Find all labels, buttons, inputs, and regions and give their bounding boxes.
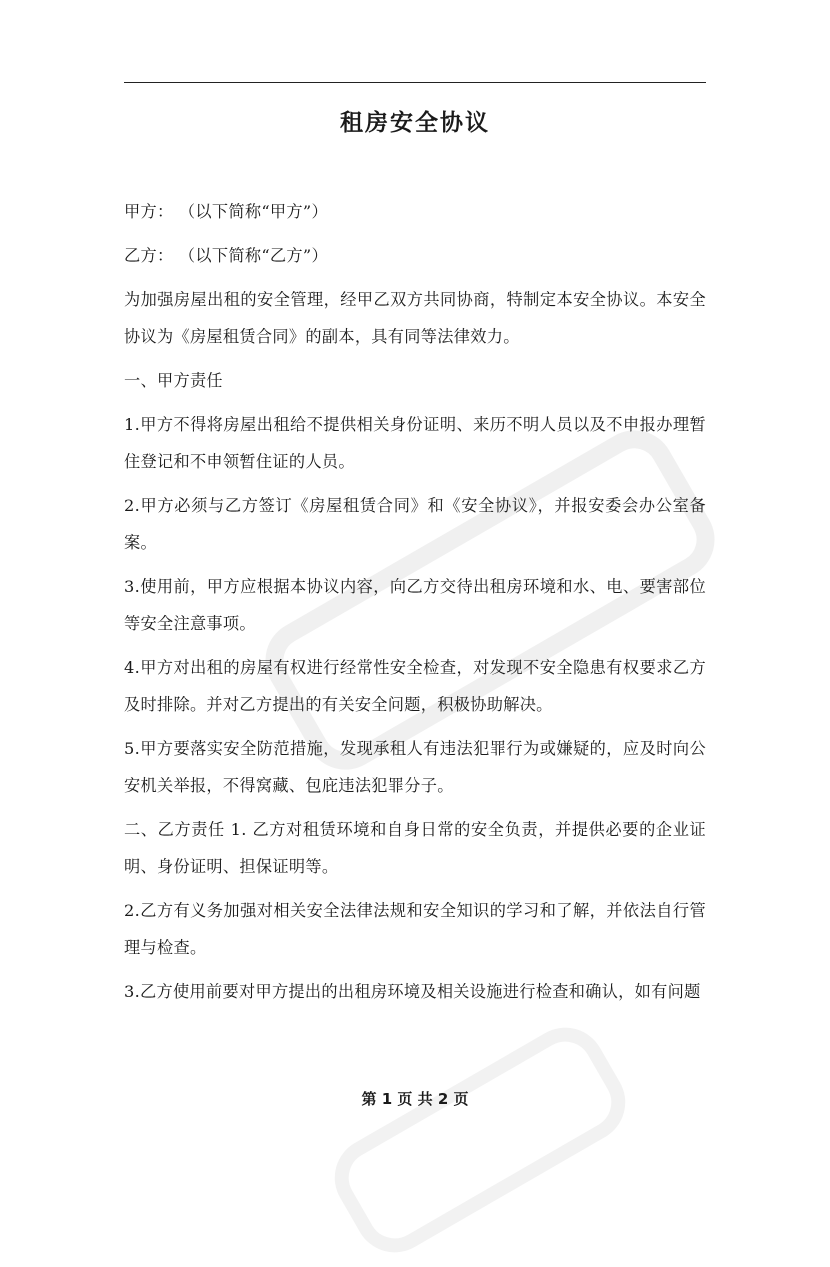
document-title: 租房安全协议: [340, 109, 490, 136]
document-body: [124, 193, 706, 1017]
party-a-clause-4: 4.甲方对出租的房屋有权进行经常性安全检查，对发现不安全隐患有权要求乙方及时排除。并对乙方提出的有关安全问题，积极协助解决。: [124, 658, 706, 714]
watermark-bottom: [320, 1013, 640, 1267]
party-b-line: 乙方： （以下简称“乙方”）: [124, 246, 328, 265]
party-b-clause-2: 2.乙方有义务加强对相关安全法律法规和安全知识的学习和了解，并依法自行管理与检查。: [124, 901, 706, 957]
party-a-line: 甲方： （以下简称“甲方”）: [124, 202, 328, 221]
preamble-paragraph: 为加强房屋出租的安全管理，经甲乙双方共同协商，特制定本安全协议。本安全协议为《房屋租赁合同》的副本，具有同等法律效力。: [124, 290, 706, 346]
section-heading-party-a: 一、甲方责任: [124, 371, 223, 390]
party-b-clause-1: 二、乙方责任 1. 乙方对租赁环境和自身日常的安全负责，并提供必要的企业证明、身份证明、担保证明等。: [124, 820, 706, 876]
page-number: 第 1 页 共 2 页: [361, 1090, 469, 1108]
party-a-clause-1: 1.甲方不得将房屋出租给不提供相关身份证明、来历不明人员以及不申报办理暂住登记和不申领暂住证的人员。: [124, 415, 706, 471]
party-a-clause-2: 2.甲方必须与乙方签订《房屋租赁合同》和《安全协议》，并报安委会办公室备案。: [124, 496, 706, 552]
party-b-clause-3: 3.乙方使用前要对甲方提出的出租房环境及相关设施进行检查和确认，如有问题: [124, 982, 701, 1001]
party-a-clause-3: 3.使用前，甲方应根据本协议内容，向乙方交待出租房环境和水、电、要害部位等安全注意事项。: [124, 577, 706, 633]
header-rule: [124, 82, 706, 83]
party-a-clause-5: 5.甲方要落实安全防范措施，发现承租人有违法犯罪行为或嫌疑的，应及时向公安机关举报，不得窝藏、包庇违法犯罪分子。: [124, 739, 706, 795]
